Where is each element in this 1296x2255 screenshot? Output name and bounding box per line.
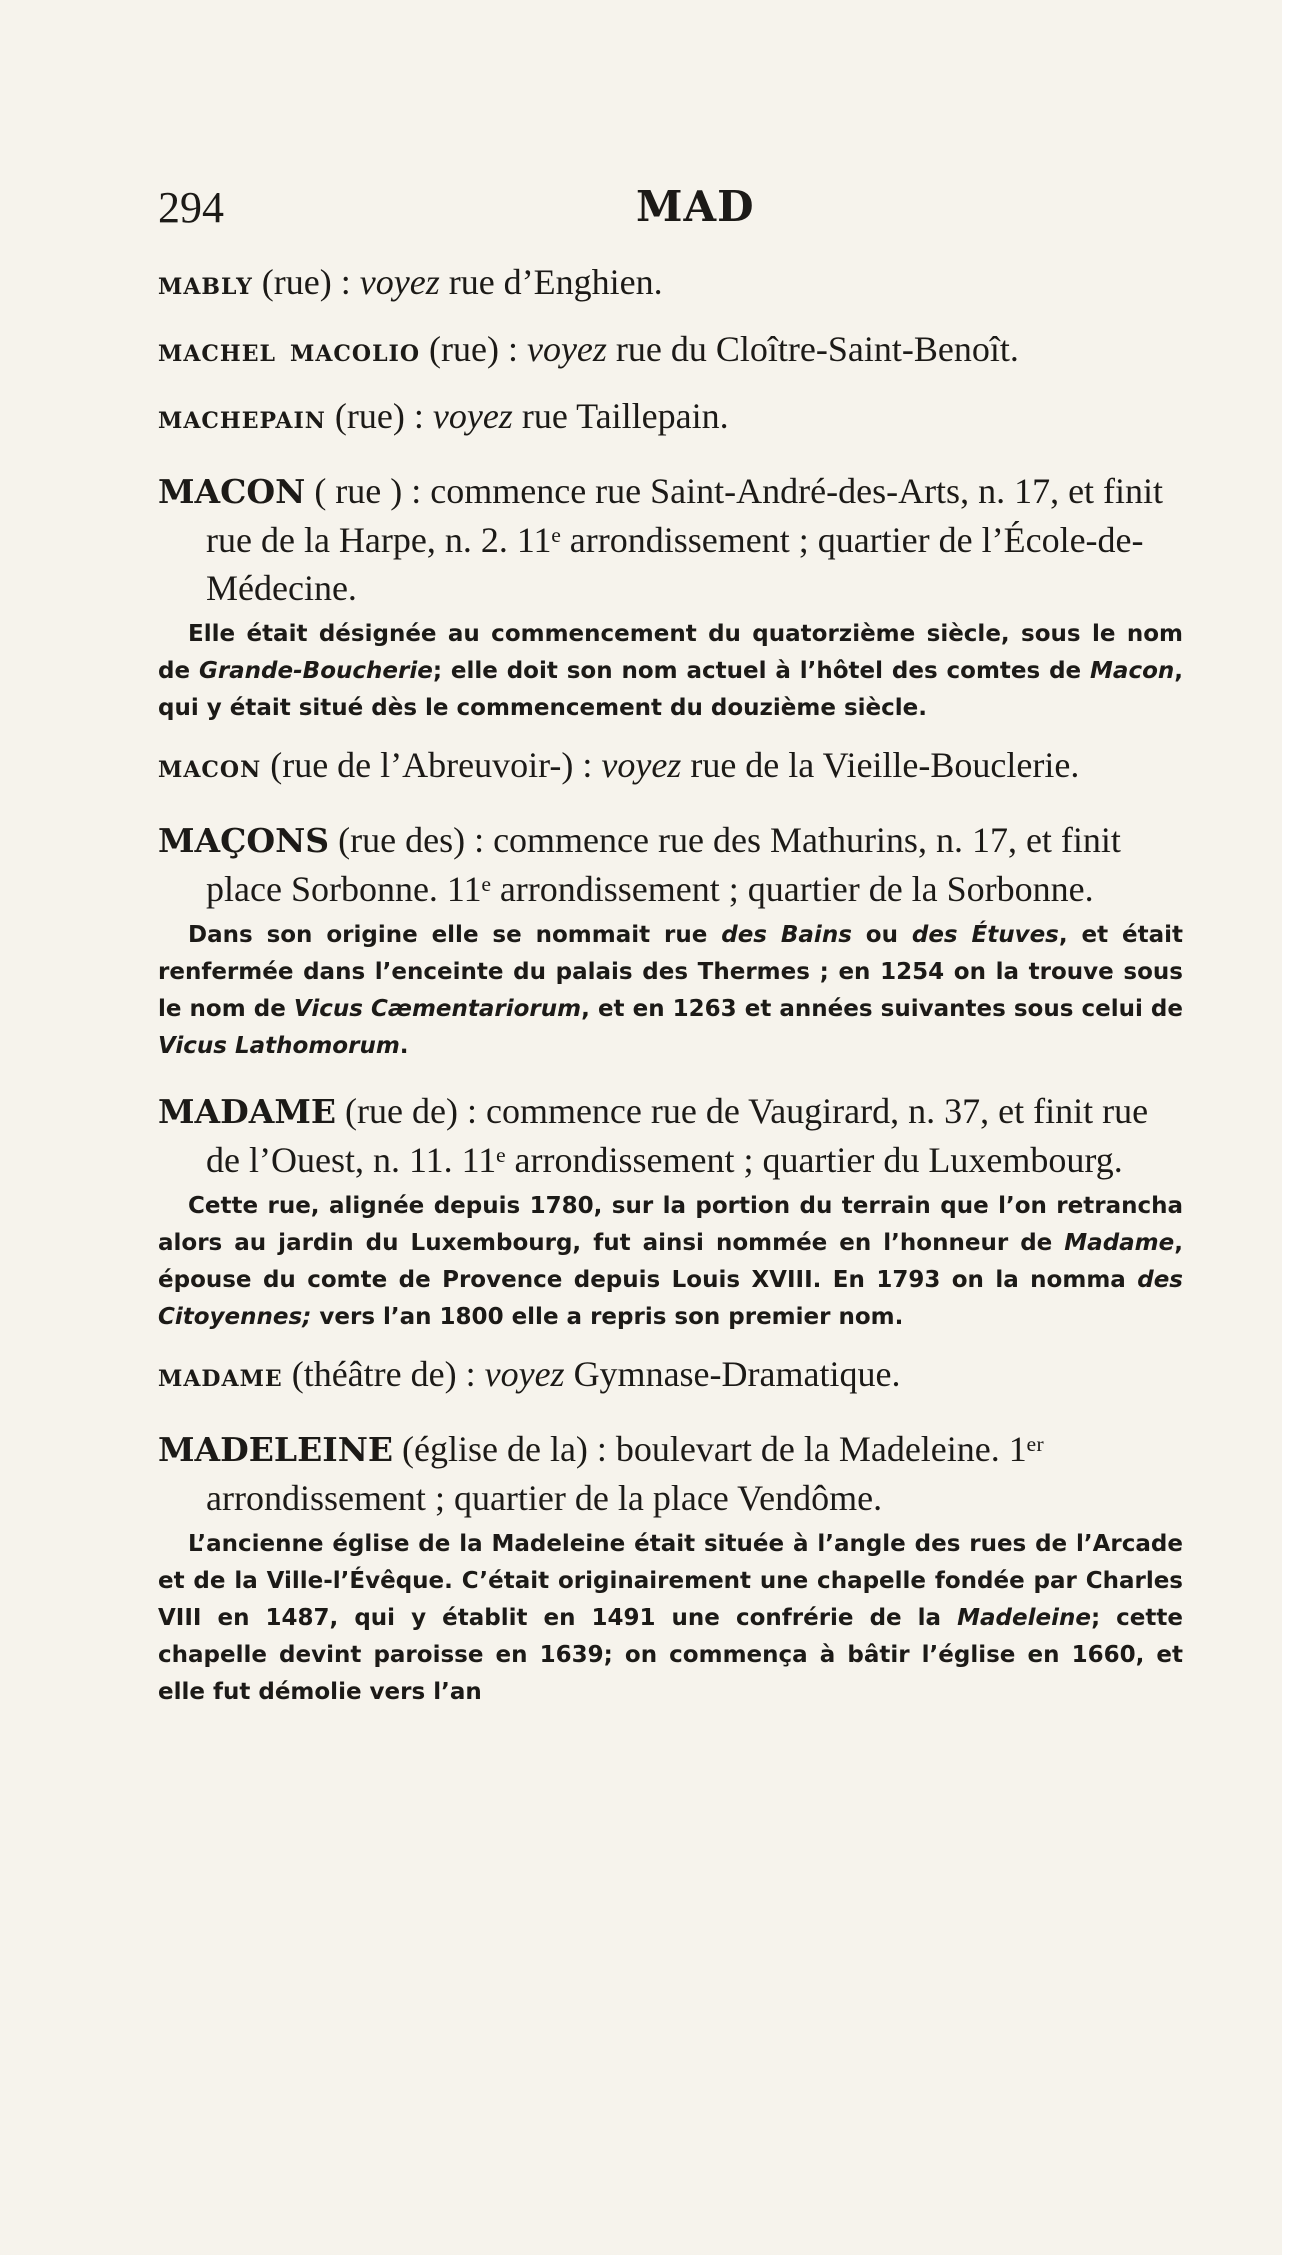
entry-text: (rue des) : commence rue des Mathurins, n. 17, et finit place Sorbonne. 11ᵉ arrondissement ; quartier de la Sorbonne.	[206, 820, 1121, 909]
entry-machel-macolio	[158, 325, 1183, 378]
cross-reference: rue du Cloître-Saint-Benoît.	[606, 329, 1019, 369]
entry-madame	[158, 1087, 1183, 1336]
page-header	[158, 182, 1168, 242]
entry-macon	[158, 467, 1183, 727]
entry-madame-theatre	[158, 1350, 1183, 1403]
note-italic: Vicus Cæmentariorum	[293, 996, 582, 1022]
entry-line	[158, 467, 1183, 612]
note-text: , et était renfermée dans l’enceinte du palais des Thermes ; en 1254 on la trouve sous le nom de	[158, 922, 1183, 1022]
entry-line	[158, 258, 1183, 311]
see-reference-label: voyez	[484, 1354, 565, 1394]
note-italic: Macon	[1090, 658, 1175, 684]
cross-reference: Gymnase-Dramatique.	[564, 1354, 901, 1394]
note-italic: des Citoyennes;	[158, 1267, 1183, 1330]
entry-text: (église de la) : boulevart de la Madeleine. 1ᵉʳ arrondissement ; quartier de la place Vendôme.	[206, 1429, 1044, 1518]
separator: :	[331, 262, 360, 302]
headword: MADELEINE	[158, 1430, 394, 1469]
note-text: Dans son origine elle se nommait rue	[188, 922, 722, 948]
see-reference-label: voyez	[359, 262, 440, 302]
note-italic: Vicus Lathomorum	[158, 1033, 400, 1059]
separator: :	[404, 396, 433, 436]
street-type: (rue)	[429, 329, 499, 369]
entry-madeleine	[158, 1425, 1183, 1711]
running-head: MAD	[636, 182, 755, 231]
headword: MACON	[158, 472, 306, 511]
entry-line	[158, 392, 1183, 445]
note-text: ou	[851, 922, 912, 948]
headword: MADAME	[158, 1366, 283, 1392]
note-text: Elle était désignée au commencement du quatorzième siècle, sous le nom de	[158, 621, 1183, 684]
note-text: L’ancienne église de la Madeleine était située à l’angle des rues de l’Arcade et de la Ville-l’Évêque. C’était originairement une chapelle fondée par Charles VIII en 1487, qui y établit en 1491 une confrérie de la	[158, 1531, 1183, 1631]
note-text: , qui y était situé dès le commencement du douzième siècle.	[158, 658, 1183, 721]
headword-alt: MACOLIO	[289, 341, 420, 367]
note-text: , et en 1263 et années suivantes sous celui de	[581, 996, 1183, 1022]
note-italic: Madame	[1064, 1230, 1175, 1256]
street-type: (théâtre de)	[291, 1354, 457, 1394]
street-type: (rue)	[261, 262, 332, 302]
note-text: .	[399, 1033, 409, 1059]
headword: MACHEL	[158, 341, 276, 367]
separator: :	[456, 1354, 485, 1394]
street-type: (rue de l’Abreuvoir-)	[270, 745, 574, 785]
historical-note	[158, 1188, 1183, 1336]
cross-reference: rue d’Enghien.	[439, 262, 663, 302]
cross-reference: rue Taillepain.	[512, 396, 729, 436]
entry-line	[158, 325, 1183, 378]
note-text: ; cette chapelle devint paroisse en 1639; on commença à bâtir l’église en 1660, et elle fut démolie vers l’an	[158, 1605, 1183, 1705]
entry-text: (rue de) : commence rue de Vaugirard, n. 37, et finit rue de l’Ouest, n. 11. 11ᵉ arrondissement ; quartier du Luxembourg.	[206, 1091, 1149, 1180]
note-italic: Grande-Boucherie	[198, 658, 433, 684]
page-edge	[1282, 0, 1296, 2255]
note-italic: des Bains	[721, 922, 852, 948]
street-type: (rue)	[334, 396, 405, 436]
separator: :	[498, 329, 527, 369]
note-text: ; elle doit son nom actuel à l’hôtel des comtes de	[432, 658, 1091, 684]
headword: MACHEPAIN	[158, 408, 326, 434]
note-text: Cette rue, alignée depuis 1780, sur la portion du terrain que l’on retrancha alors au jardin du Luxembourg, fut ainsi nommée en l’honneur de	[158, 1193, 1183, 1256]
see-reference-label: voyez	[601, 745, 682, 785]
see-reference-label: voyez	[526, 329, 607, 369]
note-italic: des Étuves	[911, 922, 1059, 948]
dictionary-content	[158, 258, 1183, 1711]
entry-text: ( rue ) : commence rue Saint-André-des-Arts, n. 17, et finit rue de la Harpe, n. 2. 11ᵉ arrondissement ; quartier de l’École-de-Médecine.	[206, 471, 1164, 608]
entry-mably	[158, 258, 1183, 311]
entry-line	[158, 1350, 1183, 1403]
historical-note	[158, 616, 1183, 727]
historical-note	[158, 1526, 1183, 1711]
headword: MACON	[158, 757, 262, 783]
historical-note	[158, 917, 1183, 1065]
headword: MADAME	[158, 1092, 337, 1131]
note-italic: Madeleine	[957, 1605, 1091, 1631]
see-reference-label: voyez	[432, 396, 513, 436]
entry-macon-abreuvoir	[158, 741, 1183, 794]
entry-line	[158, 816, 1183, 913]
entry-macons	[158, 816, 1183, 1065]
page-number: 294	[158, 183, 224, 232]
headword: MABLY	[158, 274, 253, 300]
note-text: vers l’an 1800 elle a repris son premier nom.	[311, 1304, 904, 1330]
separator: :	[573, 745, 602, 785]
note-text: , épouse du comte de Provence depuis Louis XVIII. En 1793 on la nomma	[158, 1230, 1183, 1293]
entry-line	[158, 741, 1183, 794]
headword: MAÇONS	[158, 821, 330, 860]
cross-reference: rue de la Vieille-Bouclerie.	[681, 745, 1080, 785]
entry-machepain	[158, 392, 1183, 445]
entry-line	[158, 1087, 1183, 1184]
entry-line	[158, 1425, 1183, 1522]
